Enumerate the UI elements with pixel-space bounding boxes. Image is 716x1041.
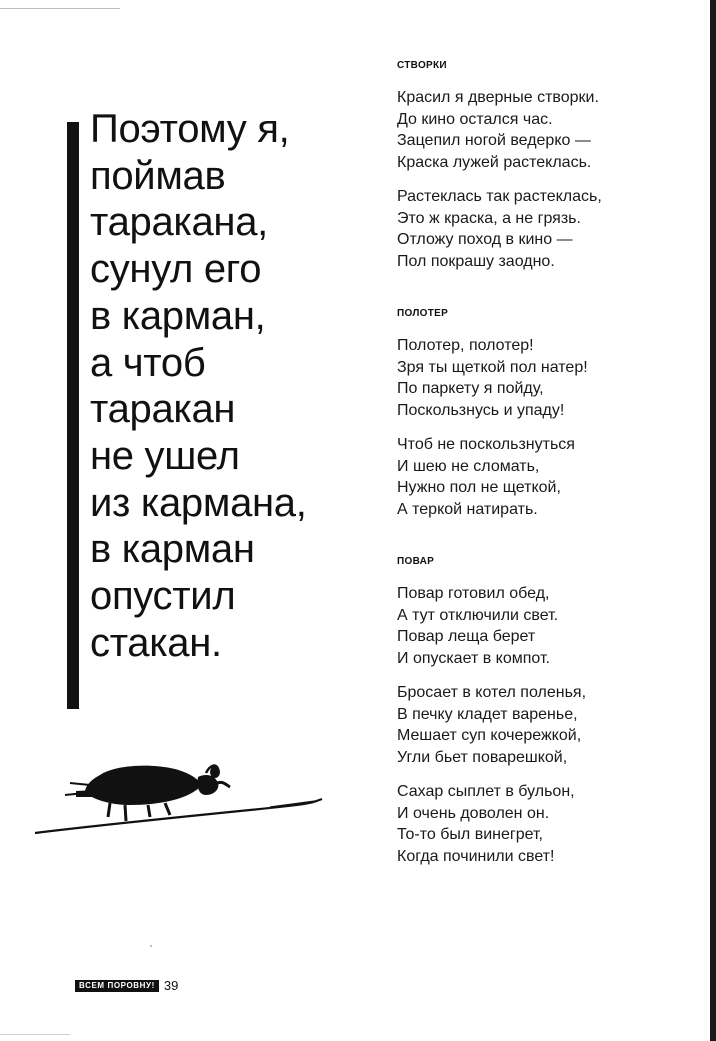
- stanza: [397, 434, 687, 520]
- top-rule: [0, 8, 120, 9]
- poem-line: Угли бьет поварешкой,: [397, 748, 568, 766]
- stanza: [397, 781, 687, 867]
- poems-column: [397, 60, 687, 880]
- poem: [397, 308, 687, 520]
- poem-line: Когда починили свет!: [397, 847, 555, 865]
- stanza: [397, 186, 687, 272]
- page-edge: [710, 0, 716, 1041]
- stanza: [397, 583, 687, 669]
- poem-line: Мешает суп кочережкой,: [397, 727, 582, 744]
- poem-line: А теркой натирать.: [397, 500, 538, 518]
- quote-line: а чтоб: [90, 340, 206, 385]
- poem-line: Краска лужей растеклась.: [397, 153, 592, 171]
- poem-line: До кино остался час.: [397, 110, 553, 128]
- poem-line: Отложу поход в кино —: [397, 231, 573, 248]
- pull-quote: [90, 106, 360, 666]
- stanza: [397, 87, 687, 173]
- poem-title: ПОЛОТЕР: [397, 308, 449, 319]
- poem-line: Растеклась так растеклась,: [397, 188, 602, 205]
- poem-line: И опускает в компот.: [397, 649, 550, 667]
- poem-line: Красил я дверные створки.: [397, 89, 599, 106]
- page-footer: [75, 978, 178, 993]
- quote-bar: [67, 122, 79, 709]
- poem-line: Нужно пол не щеткой,: [397, 479, 561, 496]
- poem-line: Чтоб не поскользнуться: [397, 436, 575, 453]
- quote-line: Поэтому я,: [90, 107, 290, 151]
- series-badge: ВСЕМ ПОРОВНУ!: [75, 980, 159, 992]
- poem-line: Пол покрашу заодно.: [397, 252, 555, 270]
- poem-line: Повар готовил обед,: [397, 585, 550, 602]
- quote-line: из кармана,: [90, 480, 307, 525]
- poem-title: ПОВАР: [397, 556, 435, 567]
- poem-line: То-то был винегрет,: [397, 826, 543, 843]
- poem-title: СТВОРКИ: [397, 60, 447, 71]
- poem-line: По паркету я пойду,: [397, 380, 544, 397]
- quote-line: не ушел: [90, 433, 240, 478]
- poem-line: Полотер, полотер!: [397, 337, 534, 354]
- poem: [397, 556, 687, 867]
- quote-line: таракан: [90, 387, 236, 432]
- quote-line: поймав: [90, 153, 226, 198]
- poem-line: Сахар сыплет в бульон,: [397, 783, 575, 800]
- cockroach-drawing-icon: [30, 755, 330, 845]
- poem-line: Поскользнусь и упаду!: [397, 401, 565, 419]
- quote-line: сунул его: [90, 247, 262, 292]
- stanza: [397, 682, 687, 768]
- page-number: 39: [163, 978, 179, 993]
- poem-line: Зря ты щеткой пол натер!: [397, 358, 588, 376]
- quote-line: таракана,: [90, 200, 268, 245]
- poem-line: В печку кладет варенье,: [397, 705, 578, 723]
- poem-line: Бросает в котел поленья,: [397, 684, 587, 701]
- poem-line: Это ж краска, а не грязь.: [397, 209, 581, 227]
- quote-line: стакан.: [90, 620, 222, 665]
- bottom-rule: [0, 1034, 70, 1035]
- poem-line: А тут отключили свет.: [397, 606, 559, 624]
- quote-line: в карман,: [90, 293, 266, 338]
- speck: [150, 945, 152, 947]
- stanza: [397, 335, 687, 421]
- poem: [397, 60, 687, 272]
- poem-line: Зацепил ногой ведерко —: [397, 132, 591, 149]
- quote-line: в карман: [90, 527, 255, 572]
- poem-line: И очень доволен он.: [397, 804, 550, 822]
- quote-line: опустил: [90, 574, 236, 619]
- poem-line: Повар леща берет: [397, 628, 536, 645]
- poem-line: И шею не сломать,: [397, 457, 540, 475]
